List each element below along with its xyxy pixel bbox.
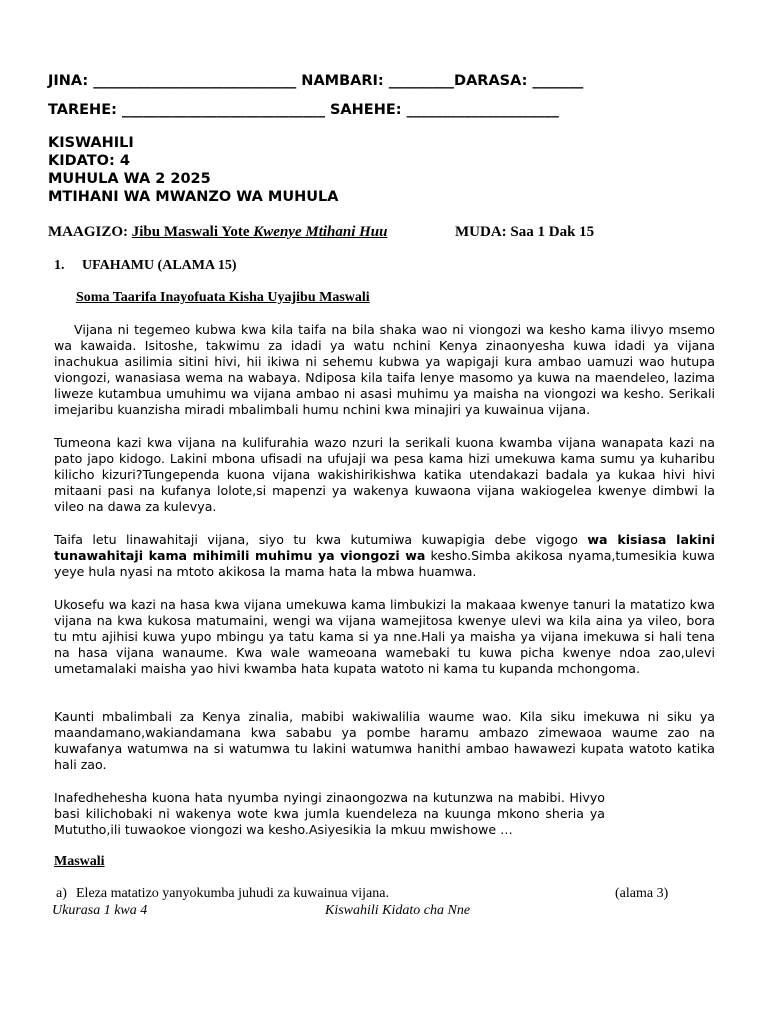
term-title: MUHULA WA 2 2025 <box>48 171 211 187</box>
section-instruction: Soma Taarifa Inayofuata Kisha Uyajibu Maswali <box>76 290 370 305</box>
passage-paragraph-4: Ukosefu wa kazi na hasa kwa vijana umekuwa kama limbukizi la makaaa kwenye tanuri la matatizo kwa vijana na kwa kukosa matumaini, wengi wa vijana wamejitosa kwenye ulevi wa kila aina ya vileo, bora tu mtu ajihisi kuwa yupo mbingu ya tatu kama si ya nne.Hali ya maisha ya vijana imekuwa si hali tena na hasa vijana wanaume. Kwa wale wameoana wamebaki tu kuwa picha kwenye ndoa zao,ulevi umetamalaki maisha yao hivi kwamba hata kupata watoto ni kama tu kupanda mchongoma. <box>54 597 715 676</box>
question-a-text: Eleza matatizo yanyokumba juhudi za kuwainua vijana. <box>76 886 389 901</box>
exam-duration: MUDA: Saa 1 Dak 15 <box>455 224 595 240</box>
student-info-line-2: TAREHE: ____________________________ SAHEHE: _____________________ <box>48 102 559 118</box>
student-info-line-1: JINA: ____________________________ NAMBARI: _________DARASA: _______ <box>48 73 584 89</box>
section-title: UFAHAMU (ALAMA 15) <box>82 258 237 273</box>
passage-paragraph-1: Vijana ni tegemeo kubwa kwa kila taifa na bila shaka wao ni viongozi wa kesho kama ilivyo msemo wa kawaida. Isitoshe, takwimu za idadi ya watu nchini Kenya zinaonyesha kuwa idadi ya vijana inachukua asilimia sitini hivi, hii ikiwa ni sehemu kubwa ya wapigaji kura ambao uamuzi wao hutupa viongozi, wanasiasa wema na wabaya. Ndiposa kila taifa lenye masomo ya kuwa na maendeleo, lazima liweze kutambua umuhimu wa vijana ambao ni asasi muhimu ya maisha na viongozi wa kesho. Serikali imejaribu kuanzisha miradi mbalimbali humu nchini kwa minajiri ya kuwainua vijana. <box>54 322 715 417</box>
section-number: 1. <box>54 258 65 273</box>
questions-heading: Maswali <box>54 854 105 869</box>
passage-paragraph-6: Inafedhehesha kuona hata nyumba nyingi zinaongozwa na kutunzwa na mabibi. Hivyo basi kilichobaki ni wakenya wote kwa jumla kuendeleza na kuunga mkono sheria ya Mututho,ili tuwaokoe viongozi wa kesho.Asiyesikia la mkuu mwishowe … <box>54 790 605 837</box>
passage-paragraph-3: Taifa letu linawahitaji vijana, siyo tu kwa kutumiwa kuwapigia debe vigogo wa kisiasa lakini tunawahitaji kama mihimili muhimu ya viongozi wa kesho.Simba akikosa nyama,tumesikia kuwa yeye hula nyasi na mtoto akikosa la mama hata la mbwa huamwa. <box>54 532 716 579</box>
subject-title: KISWAHILI <box>48 135 134 151</box>
footer-course: Kiswahili Kidato cha Nne <box>325 903 471 918</box>
footer-page-number: Ukurasa 1 kwa 4 <box>52 903 148 918</box>
question-a-marks: (alama 3) <box>615 886 669 901</box>
instructions-text: Jibu Maswali Yote Kwenye Mtihani Huu <box>131 224 388 240</box>
instructions <box>48 224 387 241</box>
passage-paragraph-2: Tumeona kazi kwa vijana na kulifurahia wazo nzuri la serikali kuona kwamba vijana wanapata kazi na pato japo kidogo. Lakini mbona ufisadi na ufujaji wa pesa kama hizi umekuwa kama sumu ya kuharibu kilicho kizuri?Tungependa kuona vijana wakishirikishwa katika utendakazi badala ya kukaa hivi hivi mitaani pasi na kufanya lolote,si mapenzi ya wakenya kuwaona vijana wakiogelea kwenye dimbwi la vileo na dawa za kulevya. <box>54 435 715 514</box>
passage-paragraph-5: Kaunti mbalimbali za Kenya zinalia, mabibi wakiwalilia waume wao. Kila siku imekuwa ni siku ya maandamano,wakiandamana kwa sababu ya pombe haramu ambazo zimewaoa waume zao na kuwafanya watumwa na si watumwa tu lakini watumwa hanithi ambao hawawezi kupata watoto katika hali zao. <box>54 709 715 772</box>
form-title: KIDATO: 4 <box>48 153 130 169</box>
instructions-label: MAAGIZO: <box>48 224 128 240</box>
exam-title: MTIHANI WA MWANZO WA MUHULA <box>48 189 339 205</box>
question-a-label: a) <box>56 886 67 901</box>
